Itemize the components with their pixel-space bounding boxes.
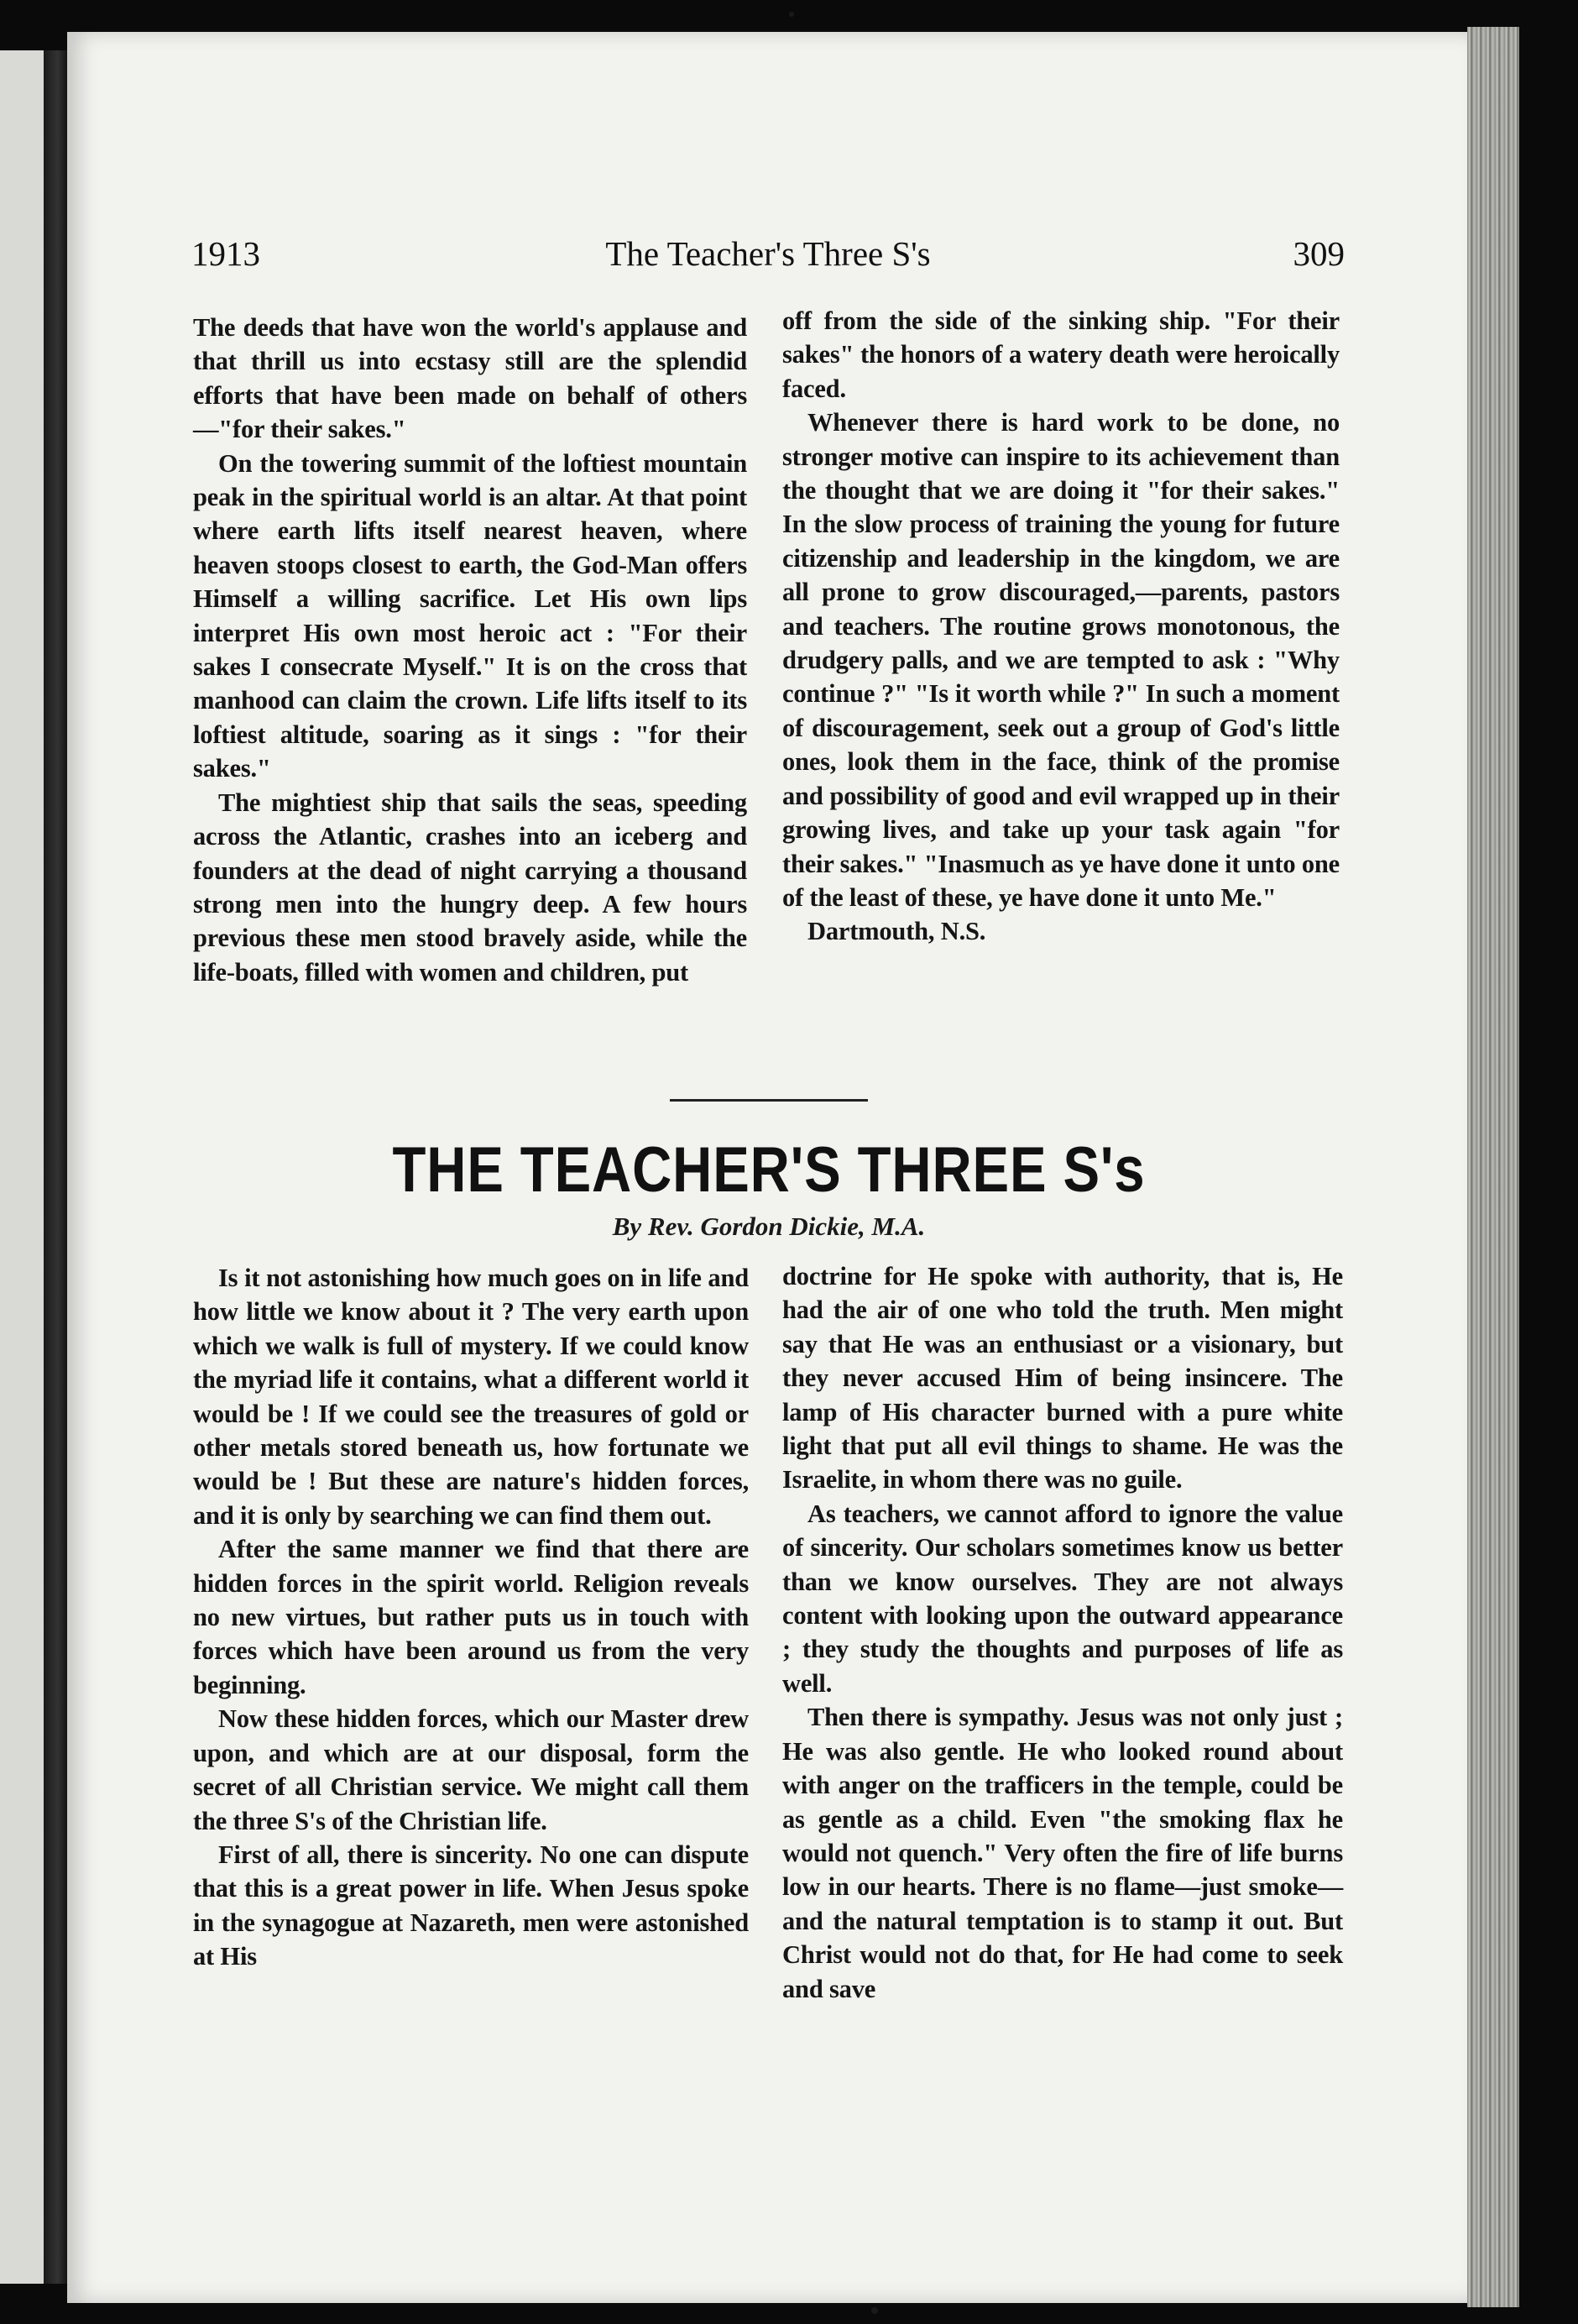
paragraph: Then there is sympathy. Jesus was not only just ; He was also gentle. He who looked round about with anger on the trafficers in the temple, could be as gentle as a child. Even "the smoking flax he would not quench." Very often the fire of life burns low in our hearts. There is no flame—just smoke—and the natural temptation is to stamp it out. But Christ would not do that, for He had come to seek and save [782,1703,1343,2003]
paragraph: The mightiest ship that sails the seas, speeding across the Atlantic, crashes into an iceberg and founders at the dead of night carrying a thousand strong men into the hungry deep. A few hours previous these men stood bravely aside, while the life-boats, filled with women and children, put [193,788,747,987]
continued-text-right-column [782,304,1340,949]
paragraph: First of all, there is sincerity. No one can dispute that this is a great power in life. When Jesus spoke in the synagogue at Nazareth, men were astonished at His [193,1840,749,1971]
scan-background [1519,34,1578,2300]
article-title: THE TEACHER'S THREE S's [392,1134,1146,1206]
paragraph: On the towering summit of the loftiest mountain peak in the spiritual world is an altar. At that point where earth lifts itself nearest heaven, where heaven stoops closest to earth, the God-Man offers Himself a willing sacrifice. Let His own lips interpret His own most heroic act : "For their sakes I consecrate Myself." It is on the cross that manhood can claim the crown. Life lifts itself to its loftiest altitude, soaring as it sings : "for their sakes." [193,448,747,783]
page-number: 309 [1293,234,1345,273]
paragraph: After the same manner we find that there are hidden forces in the spirit world. Religion reveals no new virtues, but rather puts us in touch with forces which have been around us from the very beginning. [193,1535,749,1699]
book-gutter [44,50,67,2284]
header-year: 1913 [191,234,260,273]
signoff-location: Dartmouth, N.S. [807,917,986,946]
paragraph: doctrine for He spoke with authority, that is, He had the air of one who told the truth. Men might say that He was an enthusiast or a visionary, but they never accused Him of being insincere. The lamp of His character burned with a pure white light that put all evil things to shame. He was the Israelite, in whom there was no guile. [782,1262,1343,1494]
continued-text-left-column [193,311,747,989]
article-byline: By Rev. Gordon Dickie, M.A. [612,1212,926,1241]
paragraph: Now these hidden forces, which our Master drew upon, and which are at our disposal, form the secret of all Christian service. We might call them the three S's of the Christian life. [193,1704,749,1835]
article-left-column [193,1261,749,1974]
page-stack-edge [1467,27,1519,2307]
adjacent-page-edge [0,50,44,2284]
running-title: The Teacher's Three S's [605,234,931,273]
paragraph: Whenever there is hard work to be done, no stronger motive can inspire to its achievement than the thought that we are doing it "for their sakes." In the slow process of training the young for future citizenship and leadership in the kingdom, we are all prone to grow discouraged,—parents, pastors and teachers. The routine grows monotonous, the drudgery palls, and we are tempted to ask : "Why continue ?" "Is it worth while ?" In such a moment of discouragement, seek out a group of God's little ones, look them in the face, think of the promise and possibility of good and evil wrapped up in their growing lives, and take up your task again "for their sakes." "Inasmuch as ye have done it unto one of the least of these, ye have done it unto Me." [782,408,1340,912]
paragraph: As teachers, we cannot afford to ignore the value of sincerity. Our scholars sometimes know us better than we know ourselves. They are not always content with looking upon the outward appearance ; they study the thoughts and purposes of life as well. [782,1499,1343,1698]
section-divider [670,1099,868,1102]
paragraph: off from the side of the sinking ship. "For their sakes" the honors of a watery death were heroically faced. [782,306,1340,403]
scan-speck [789,12,794,17]
scan-speck [871,2307,878,2314]
paragraph: The deeds that have won the world's applause and that thrill us into ecstasy still are the splendid efforts that have been made on behalf of others—"for their sakes." [193,313,747,444]
paragraph: Is it not astonishing how much goes on in life and how little we know about it ? The very earth upon which we walk is full of mystery. If we could know the myriad life it contains, what a different world it would be ! If we could see the treasures of gold or other metals stored beneath us, how fortunate we would be ! But these are nature's hidden forces, and it is only by searching we can find them out. [193,1264,749,1530]
article-right-column [782,1259,1343,2006]
running-header [191,233,1345,284]
